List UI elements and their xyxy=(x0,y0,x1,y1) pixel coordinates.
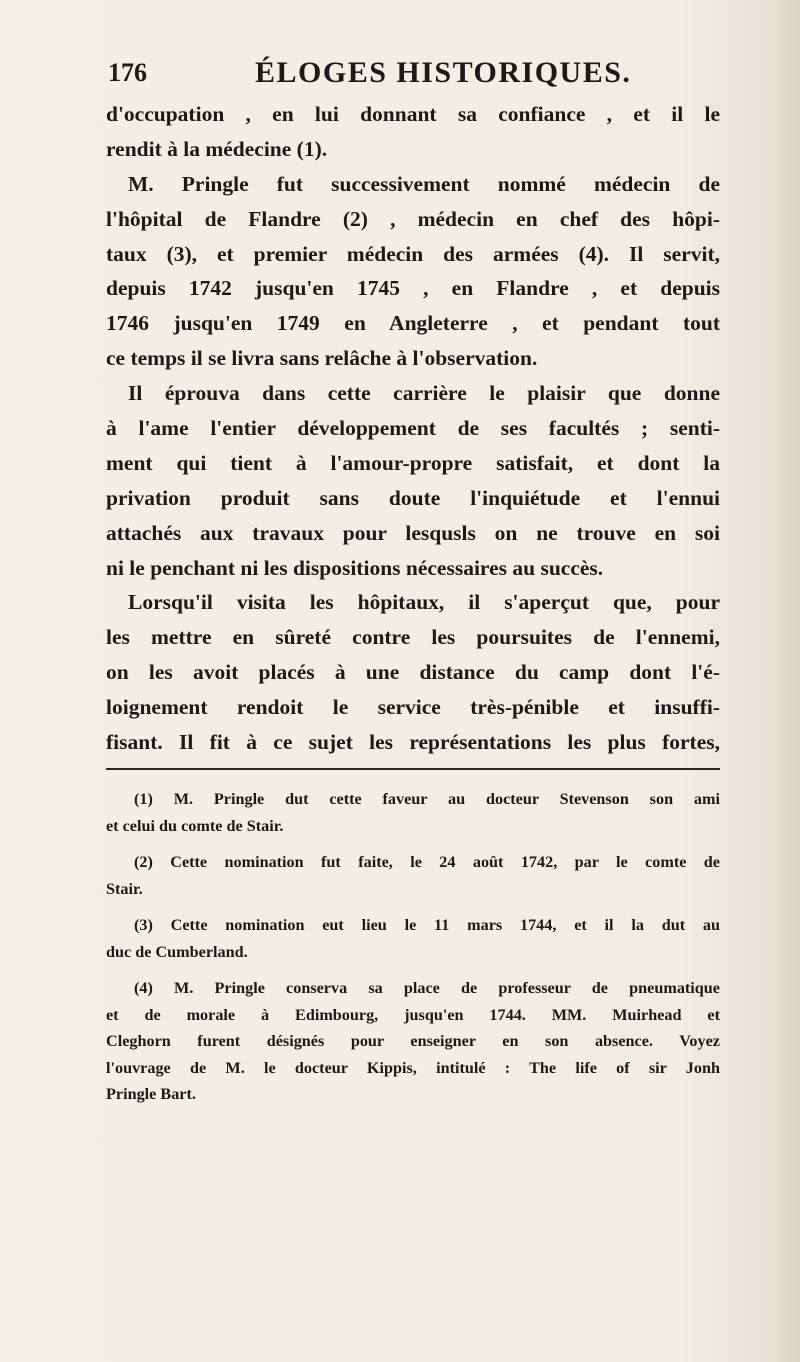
text-line: M. Pringle fut successivement nommé médecin de xyxy=(128,171,720,196)
text-line: d'occupation , en lui donnant sa confiance , et il le xyxy=(106,102,720,126)
text-line: on les avoit placés à une distance du camp dont l'é- xyxy=(106,660,720,685)
text-line: Il éprouva dans cette carrière le plaisir que donne xyxy=(128,381,720,406)
footnote-line: (2) Cette nomination fut faite, le 24 août 1742, par le comte de xyxy=(134,853,720,871)
running-title: ÉLOGES HISTORIQUES. xyxy=(255,56,632,89)
footnote-line: Pringle Bart. xyxy=(106,1085,196,1103)
footnote-1 xyxy=(106,786,720,839)
footnote-line: Cleghorn furent désignés pour enseigner en son absence. Voyez xyxy=(106,1032,720,1050)
text-line: taux (3), et premier médecin des armées (4). Il servit, xyxy=(106,241,720,266)
text-line: ment qui tient à l'amour-propre satisfait, et dont la xyxy=(106,450,720,475)
text-line: fisant. Il fit à ce sujet les représentations les plus fortes, xyxy=(106,730,720,755)
page-header xyxy=(108,56,708,96)
footnote-divider xyxy=(106,768,720,770)
text-line: loignement rendoit le service très-pénible et insuffi- xyxy=(106,695,720,720)
text-line: ce temps il se livra sans relâche à l'observation. xyxy=(106,346,538,371)
footnote-line: (1) M. Pringle dut cette faveur au docteur Stevenson son ami xyxy=(134,790,720,808)
text-line: depuis 1742 jusqu'en 1745 , en Flandre , et depuis xyxy=(106,276,720,301)
footnote-line: duc de Cumberland. xyxy=(106,942,248,961)
text-line: 1746 jusqu'en 1749 en Angleterre , et pendant tout xyxy=(106,311,720,336)
footnote-line: l'ouvrage de M. le docteur Kippis, intitulé : The life of sir Jonh xyxy=(106,1058,720,1077)
text-line: l'hôpital de Flandre (2) , médecin en chef des hôpi- xyxy=(106,206,720,231)
footnote-3 xyxy=(106,912,720,965)
text-line: à l'ame l'entier développement de ses facultés ; senti- xyxy=(106,416,720,441)
text-line: Lorsqu'il visita les hôpitaux, il s'aperçut que, pour xyxy=(128,590,720,615)
footnotes xyxy=(106,786,720,1118)
footnote-line: (4) M. Pringle conserva sa place de professeur de pneumatique xyxy=(134,979,720,997)
text-line: attachés aux travaux pour lesqusls on ne trouve en soi xyxy=(106,520,720,545)
text-line: rendit à la médecine (1). xyxy=(106,136,328,161)
footnote-4 xyxy=(106,975,720,1108)
footnote-line: Stair. xyxy=(106,879,143,898)
footnote-line: (3) Cette nomination eut lieu le 11 mars 1744, et il la dut au xyxy=(134,916,720,934)
text-line: les mettre en sûreté contre les poursuites de l'ennemi, xyxy=(106,625,720,650)
footnote-2 xyxy=(106,849,720,902)
footnote-line: et de morale à Edimbourg, jusqu'en 1744. MM. Muirhead et xyxy=(106,1005,720,1024)
body-text xyxy=(106,97,720,760)
page-number: 176 xyxy=(108,58,147,87)
text-line: privation produit sans doute l'inquiétude et l'ennui xyxy=(106,485,720,510)
text-line: ni le penchant ni les dispositions nécessaires au succès. xyxy=(106,555,604,580)
footnote-line: et celui du comte de Stair. xyxy=(106,816,284,835)
